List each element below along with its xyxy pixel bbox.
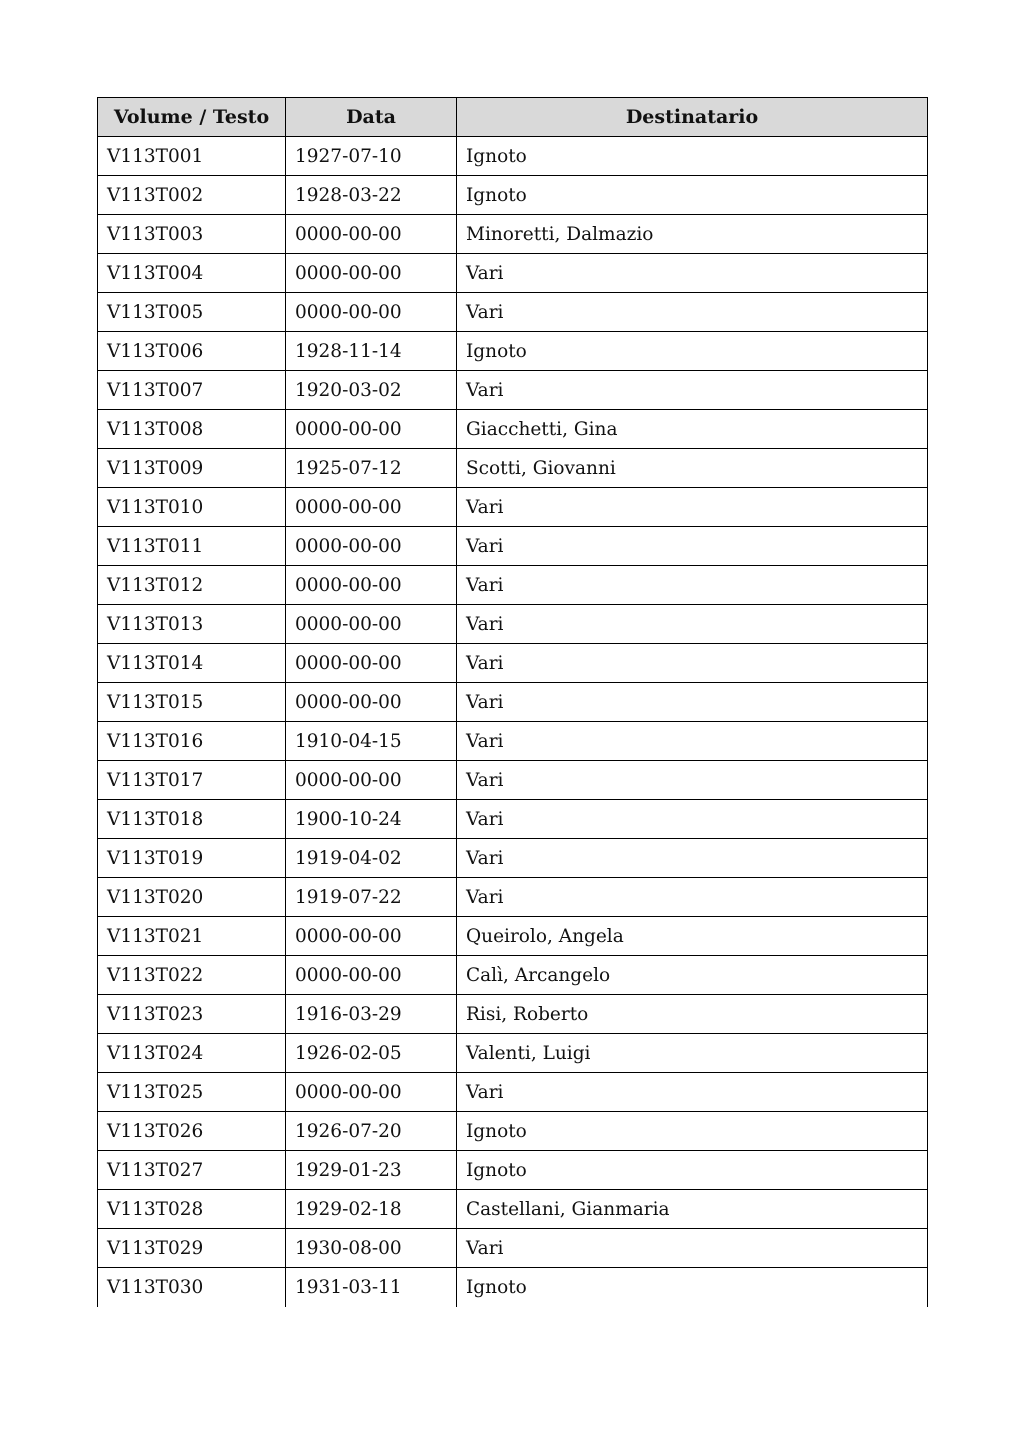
cell-recipient: Vari (457, 722, 928, 761)
cell-recipient: Vari (457, 488, 928, 527)
letters-table (97, 97, 928, 1307)
cell-date: 0000-00-00 (286, 293, 457, 332)
cell-volume: V113T007 (98, 371, 286, 410)
table-row (98, 1073, 928, 1112)
cell-date: 1930-08-00 (286, 1229, 457, 1268)
table-row (98, 488, 928, 527)
cell-volume: V113T026 (98, 1112, 286, 1151)
cell-recipient: Ignoto (457, 1268, 928, 1307)
table-row (98, 566, 928, 605)
cell-recipient: Vari (457, 839, 928, 878)
table-row (98, 683, 928, 722)
cell-recipient: Risi, Roberto (457, 995, 928, 1034)
cell-date: 1919-07-22 (286, 878, 457, 917)
cell-volume: V113T006 (98, 332, 286, 371)
cell-volume: V113T020 (98, 878, 286, 917)
cell-date: 1900-10-24 (286, 800, 457, 839)
cell-date: 1910-04-15 (286, 722, 457, 761)
cell-recipient: Scotti, Giovanni (457, 449, 928, 488)
cell-volume: V113T019 (98, 839, 286, 878)
cell-volume: V113T028 (98, 1190, 286, 1229)
cell-volume: V113T013 (98, 605, 286, 644)
cell-recipient: Vari (457, 683, 928, 722)
table-row (98, 1034, 928, 1073)
cell-date: 0000-00-00 (286, 1073, 457, 1112)
cell-recipient: Vari (457, 566, 928, 605)
cell-recipient: Castellani, Gianmaria (457, 1190, 928, 1229)
cell-date: 0000-00-00 (286, 527, 457, 566)
table-row (98, 722, 928, 761)
table-row (98, 1229, 928, 1268)
cell-date: 1929-01-23 (286, 1151, 457, 1190)
cell-volume: V113T021 (98, 917, 286, 956)
cell-volume: V113T002 (98, 176, 286, 215)
header-data: Data (286, 98, 457, 137)
header-destinatario: Destinatario (457, 98, 928, 137)
cell-date: 0000-00-00 (286, 644, 457, 683)
cell-volume: V113T010 (98, 488, 286, 527)
cell-date: 1926-02-05 (286, 1034, 457, 1073)
cell-volume: V113T027 (98, 1151, 286, 1190)
table-row (98, 1268, 928, 1307)
header-volume-testo: Volume / Testo (98, 98, 286, 137)
cell-date: 1916-03-29 (286, 995, 457, 1034)
table-row (98, 995, 928, 1034)
cell-volume: V113T008 (98, 410, 286, 449)
cell-date: 0000-00-00 (286, 683, 457, 722)
table-row (98, 1190, 928, 1229)
cell-date: 1928-11-14 (286, 332, 457, 371)
cell-date: 0000-00-00 (286, 488, 457, 527)
table-row (98, 839, 928, 878)
cell-volume: V113T004 (98, 254, 286, 293)
cell-date: 1928-03-22 (286, 176, 457, 215)
cell-date: 1920-03-02 (286, 371, 457, 410)
cell-volume: V113T022 (98, 956, 286, 995)
table-row (98, 1112, 928, 1151)
cell-volume: V113T003 (98, 215, 286, 254)
cell-volume: V113T029 (98, 1229, 286, 1268)
cell-date: 1927-07-10 (286, 137, 457, 176)
cell-date: 1926-07-20 (286, 1112, 457, 1151)
cell-recipient: Vari (457, 605, 928, 644)
cell-volume: V113T012 (98, 566, 286, 605)
cell-volume: V113T017 (98, 761, 286, 800)
cell-date: 1925-07-12 (286, 449, 457, 488)
cell-recipient: Vari (457, 800, 928, 839)
document-page (97, 97, 927, 1307)
table-row (98, 761, 928, 800)
cell-volume: V113T011 (98, 527, 286, 566)
table-row (98, 449, 928, 488)
table-row (98, 176, 928, 215)
cell-volume: V113T023 (98, 995, 286, 1034)
cell-recipient: Minoretti, Dalmazio (457, 215, 928, 254)
cell-date: 0000-00-00 (286, 215, 457, 254)
cell-recipient: Giacchetti, Gina (457, 410, 928, 449)
cell-recipient: Ignoto (457, 1151, 928, 1190)
cell-recipient: Vari (457, 527, 928, 566)
table-row (98, 1151, 928, 1190)
cell-date: 0000-00-00 (286, 605, 457, 644)
cell-date: 0000-00-00 (286, 566, 457, 605)
cell-volume: V113T014 (98, 644, 286, 683)
cell-date: 1931-03-11 (286, 1268, 457, 1307)
cell-volume: V113T030 (98, 1268, 286, 1307)
cell-volume: V113T025 (98, 1073, 286, 1112)
table-row (98, 527, 928, 566)
table-row (98, 800, 928, 839)
cell-recipient: Ignoto (457, 1112, 928, 1151)
cell-recipient: Vari (457, 644, 928, 683)
cell-date: 0000-00-00 (286, 254, 457, 293)
cell-volume: V113T005 (98, 293, 286, 332)
cell-recipient: Vari (457, 878, 928, 917)
table-row (98, 371, 928, 410)
cell-volume: V113T016 (98, 722, 286, 761)
cell-date: 1919-04-02 (286, 839, 457, 878)
cell-volume: V113T001 (98, 137, 286, 176)
table-row (98, 293, 928, 332)
table-row (98, 956, 928, 995)
cell-date: 0000-00-00 (286, 410, 457, 449)
cell-recipient: Queirolo, Angela (457, 917, 928, 956)
table-row (98, 332, 928, 371)
cell-volume: V113T009 (98, 449, 286, 488)
cell-recipient: Vari (457, 761, 928, 800)
table-row (98, 254, 928, 293)
cell-recipient: Ignoto (457, 332, 928, 371)
cell-recipient: Vari (457, 293, 928, 332)
cell-date: 0000-00-00 (286, 956, 457, 995)
table-row (98, 137, 928, 176)
table-row (98, 410, 928, 449)
table-row (98, 215, 928, 254)
cell-recipient: Calì, Arcangelo (457, 956, 928, 995)
cell-recipient: Vari (457, 1229, 928, 1268)
cell-recipient: Ignoto (457, 137, 928, 176)
table-row (98, 917, 928, 956)
cell-date: 1929-02-18 (286, 1190, 457, 1229)
cell-volume: V113T024 (98, 1034, 286, 1073)
cell-recipient: Valenti, Luigi (457, 1034, 928, 1073)
table-row (98, 644, 928, 683)
table-header-row (98, 98, 928, 137)
cell-volume: V113T015 (98, 683, 286, 722)
cell-recipient: Ignoto (457, 176, 928, 215)
cell-recipient: Vari (457, 254, 928, 293)
cell-volume: V113T018 (98, 800, 286, 839)
cell-date: 0000-00-00 (286, 761, 457, 800)
cell-recipient: Vari (457, 1073, 928, 1112)
cell-recipient: Vari (457, 371, 928, 410)
table-row (98, 878, 928, 917)
table-row (98, 605, 928, 644)
cell-date: 0000-00-00 (286, 917, 457, 956)
